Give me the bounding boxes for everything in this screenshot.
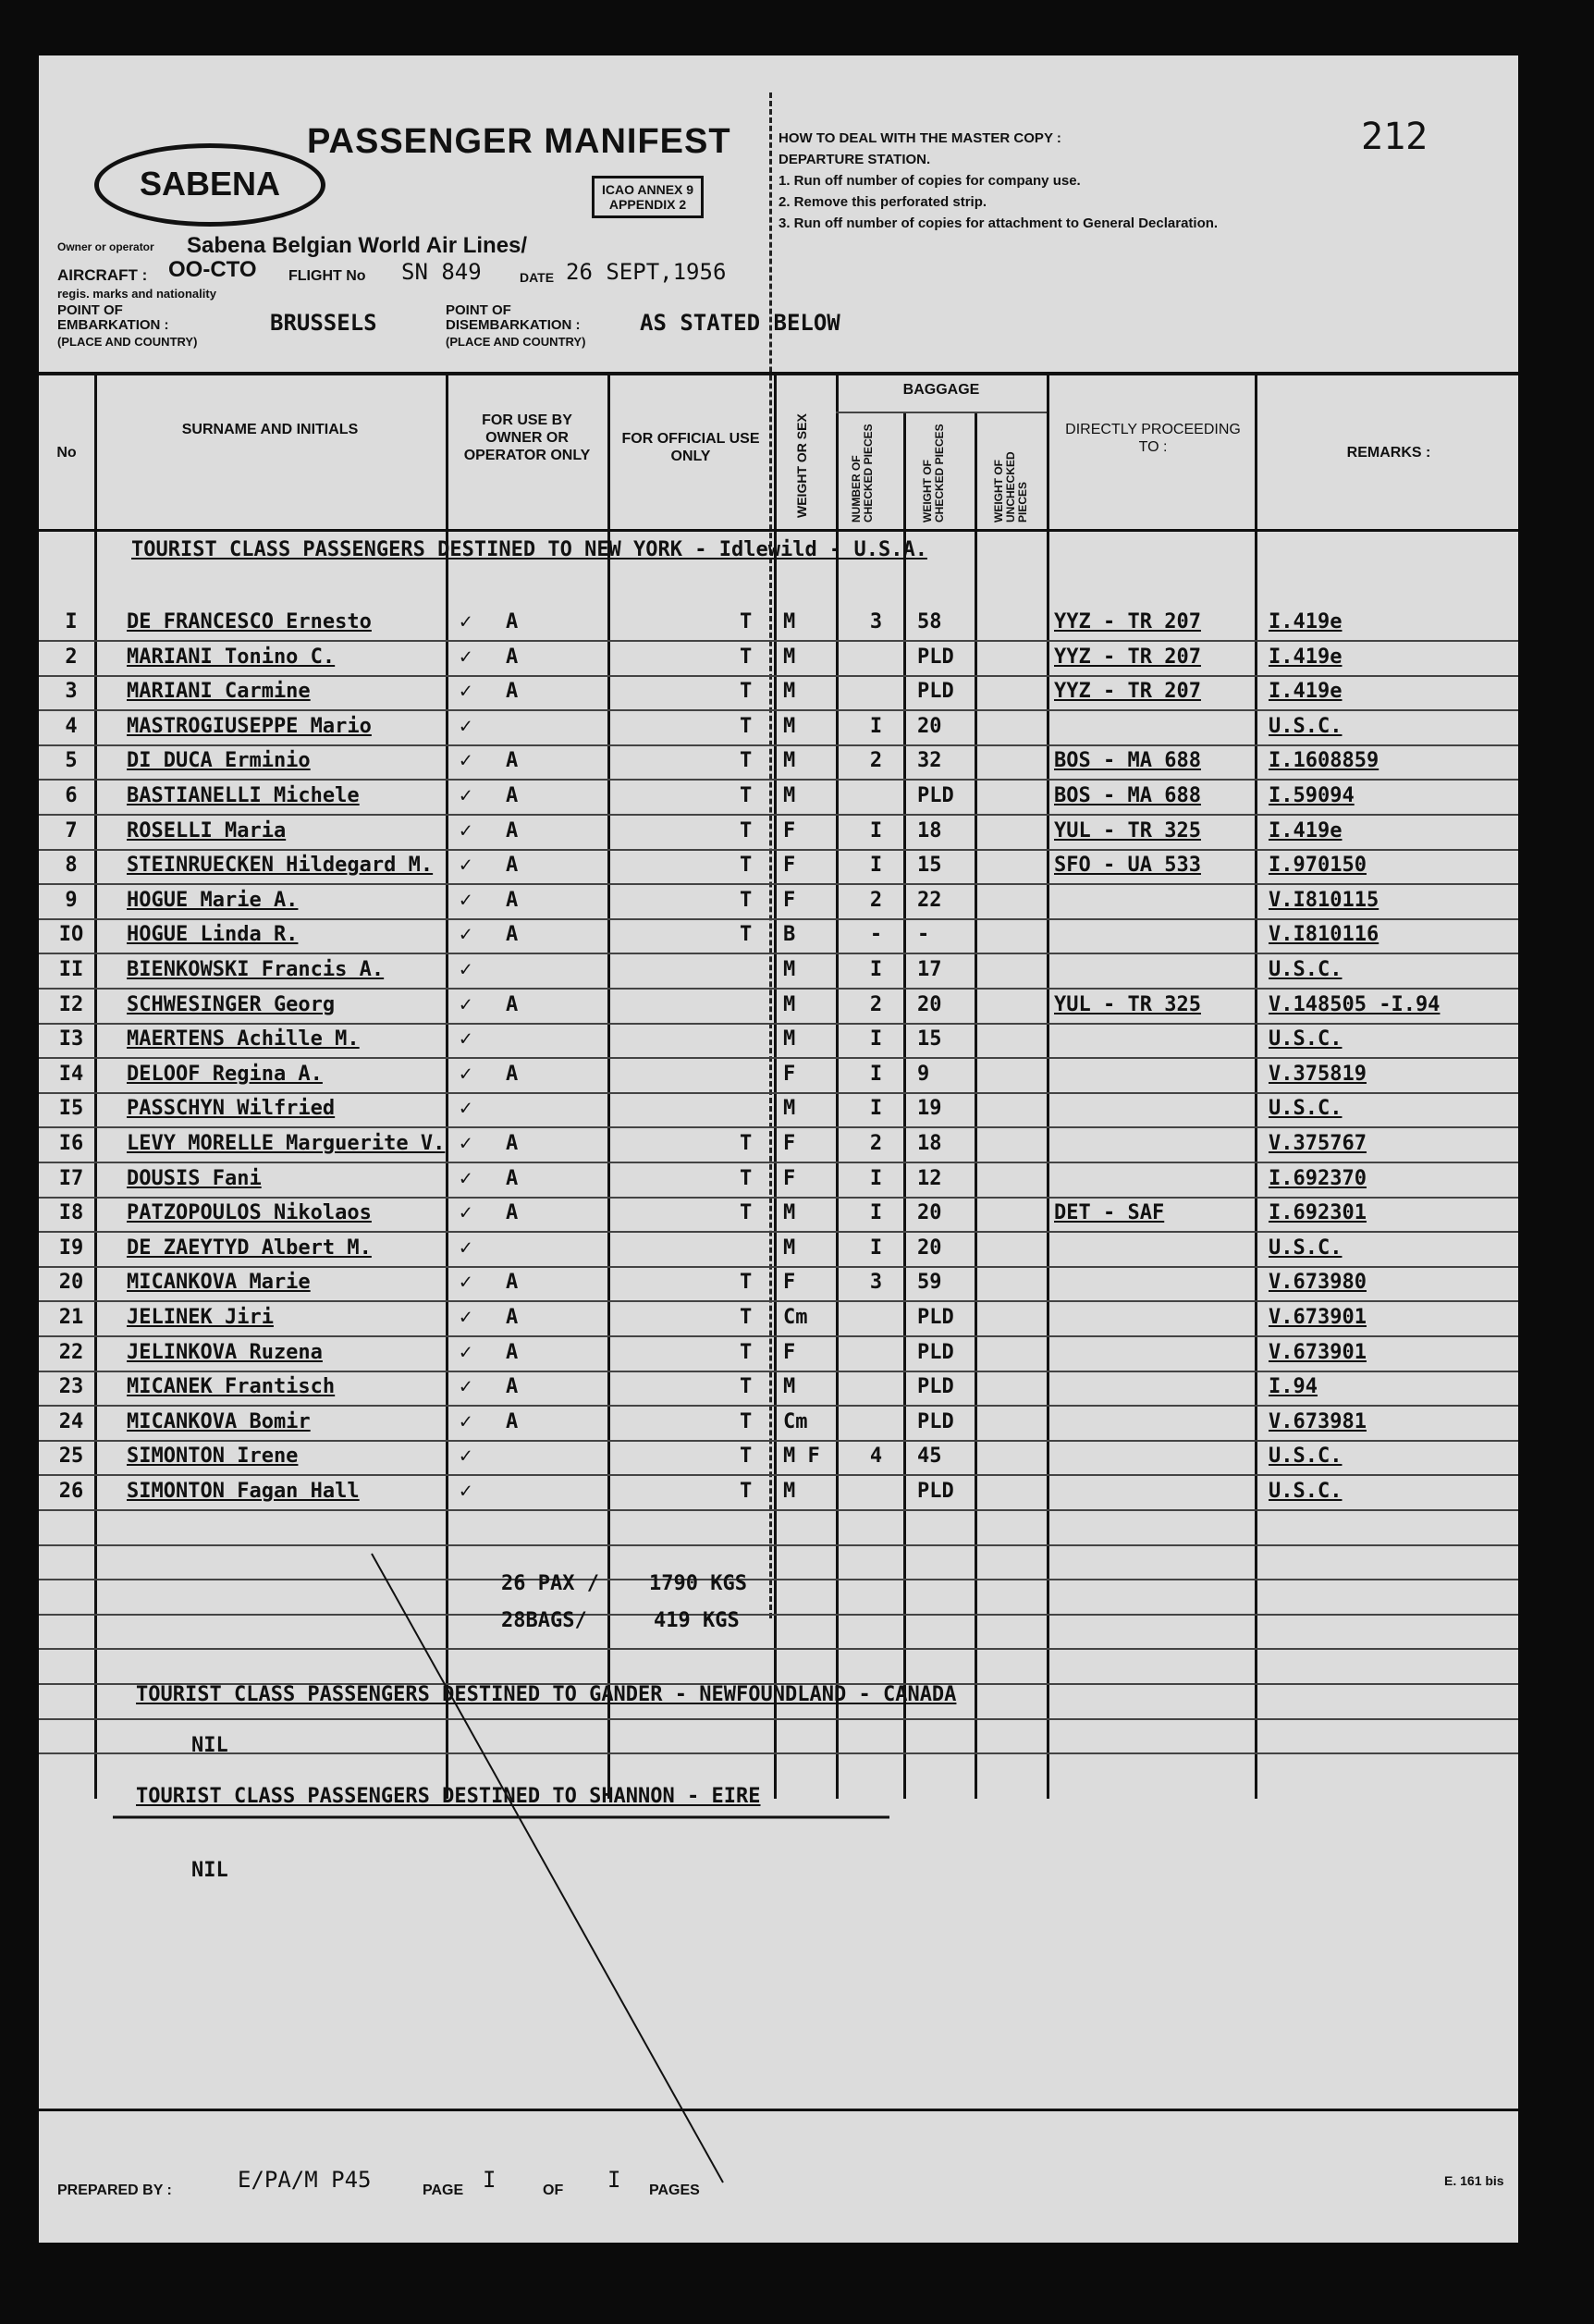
- instruction-line: 3. Run off number of copies for attachment to General Declaration.: [779, 215, 1219, 231]
- instruction-line: DEPARTURE STATION.: [779, 152, 931, 167]
- section-shannon: TOURIST CLASS PASSENGERS DESTINED TO SHANNON - EIRE: [136, 1785, 761, 1808]
- check-mark-icon: ✓: [460, 1166, 472, 1190]
- row-number: 2: [65, 645, 78, 669]
- check-mark-icon: ✓: [460, 714, 472, 738]
- checked-pieces: I: [869, 1201, 883, 1225]
- remarks: U.S.C.: [1269, 1097, 1343, 1121]
- remarks: V.673901: [1269, 1306, 1367, 1329]
- checked-weight: 58: [917, 610, 942, 633]
- checked-weight: PLD: [917, 680, 954, 704]
- official-mark: T: [740, 680, 753, 704]
- check-mark-icon: ✓: [460, 1201, 472, 1225]
- checked-weight: 45: [917, 1445, 942, 1469]
- owner-mark: A: [506, 749, 519, 773]
- of-label: OF: [543, 2183, 564, 2198]
- check-mark-icon: ✓: [460, 1409, 472, 1433]
- official-mark: T: [740, 1166, 753, 1190]
- row-number: I6: [58, 1132, 84, 1155]
- check-mark-icon: ✓: [460, 784, 472, 807]
- proceeding-to: YUL - TR 325: [1054, 818, 1201, 842]
- owner-mark: A: [506, 1271, 519, 1295]
- row-number: I2: [58, 992, 84, 1016]
- col-weight-sex: WEIGHT OR SEX: [794, 413, 809, 518]
- passenger-name: DE ZAEYTYD Albert M.: [127, 1236, 372, 1260]
- weight-sex: M: [783, 992, 796, 1016]
- remarks: I.419e: [1269, 645, 1343, 669]
- of-value: I: [607, 2167, 621, 2193]
- embark-label: POINT OF EMBARKATION :: [57, 302, 169, 333]
- check-mark-icon: ✓: [460, 1340, 472, 1364]
- official-mark: T: [740, 818, 753, 842]
- checked-weight: PLD: [917, 784, 954, 807]
- weight-sex: M: [783, 749, 796, 773]
- row-number: 4: [65, 714, 78, 738]
- weight-sex: B: [783, 923, 796, 947]
- checked-weight: 20: [917, 1201, 942, 1225]
- remarks: U.S.C.: [1269, 1027, 1343, 1051]
- weight-sex: F: [783, 818, 796, 842]
- checked-pieces: I: [869, 854, 883, 878]
- remarks: I.94: [1269, 1375, 1318, 1399]
- row-number: 5: [65, 749, 78, 773]
- check-mark-icon: ✓: [460, 1375, 472, 1399]
- col-wt-unchecked: WEIGHT OF UNCHECKED PIECES: [992, 451, 1029, 523]
- flight-label: FLIGHT No: [288, 268, 366, 284]
- passenger-name: SIMONTON Fagan Hall: [127, 1480, 360, 1503]
- row-number: 24: [58, 1409, 84, 1433]
- page-value: I: [483, 2167, 497, 2193]
- nil-gander: NIL: [191, 1734, 228, 1757]
- row-number: II: [58, 958, 84, 981]
- instruction-line: 2. Remove this perforated strip.: [779, 194, 987, 210]
- official-mark: T: [740, 1445, 753, 1469]
- weight-sex: Cm: [783, 1409, 808, 1433]
- checked-pieces: I: [869, 1062, 883, 1086]
- proceeding-to: SFO - UA 533: [1054, 854, 1201, 878]
- logo-text: SABENA: [139, 165, 280, 203]
- total-bags-kgs: 419 KGS: [654, 1609, 740, 1632]
- proceeding-to: BOS - MA 688: [1054, 784, 1201, 807]
- official-mark: T: [740, 1306, 753, 1329]
- owner-mark: A: [506, 784, 519, 807]
- passenger-name: PASSCHYN Wilfried: [127, 1097, 336, 1121]
- passenger-name: MICANKOVA Marie: [127, 1271, 311, 1295]
- flight-value: SN 849: [401, 259, 482, 285]
- date-label: DATE: [520, 270, 555, 285]
- weight-sex: M F: [783, 1445, 820, 1469]
- passenger-name: DE FRANCESCO Ernesto: [127, 610, 372, 633]
- total-pax: 26 PAX /: [501, 1572, 599, 1595]
- official-mark: T: [740, 888, 753, 912]
- checked-pieces: 2: [869, 992, 883, 1016]
- owner-label: Owner or operator: [57, 240, 154, 253]
- weight-sex: F: [783, 1132, 796, 1155]
- check-mark-icon: ✓: [460, 680, 472, 704]
- remarks: U.S.C.: [1269, 714, 1343, 738]
- checked-weight: PLD: [917, 1375, 954, 1399]
- checked-weight: 20: [917, 992, 942, 1016]
- aircraft-label: AIRCRAFT :: [57, 266, 148, 284]
- remarks: I.1608859: [1269, 749, 1379, 773]
- aircraft-sub: regis. marks and nationality: [57, 287, 216, 301]
- weight-sex: M: [783, 680, 796, 704]
- embark-value: BRUSSELS: [270, 310, 377, 336]
- col-official: FOR OFFICIAL USE ONLY: [621, 431, 760, 464]
- row-number: 26: [58, 1480, 84, 1503]
- remarks: U.S.C.: [1269, 958, 1343, 981]
- weight-sex: M: [783, 958, 796, 981]
- row-number: 22: [58, 1340, 84, 1364]
- checked-weight: 22: [917, 888, 942, 912]
- owner-mark: A: [506, 1201, 519, 1225]
- owner-mark: A: [506, 1409, 519, 1433]
- checked-weight: 15: [917, 854, 942, 878]
- remarks: I.970150: [1269, 854, 1367, 878]
- remarks: I.692370: [1269, 1166, 1367, 1190]
- row-number: 21: [58, 1306, 84, 1329]
- passenger-name: HOGUE Linda R.: [127, 923, 299, 947]
- proceeding-to: YYZ - TR 207: [1054, 610, 1201, 633]
- prepared-label: PREPARED BY :: [57, 2183, 172, 2198]
- remarks: U.S.C.: [1269, 1480, 1343, 1503]
- weight-sex: M: [783, 1027, 796, 1051]
- passenger-name: JELINEK Jiri: [127, 1306, 274, 1329]
- checked-pieces: I: [869, 1236, 883, 1260]
- checked-pieces: 3: [869, 610, 883, 633]
- row-number: I3: [58, 1027, 84, 1051]
- checked-weight: 32: [917, 749, 942, 773]
- col-no: No: [56, 445, 77, 461]
- passenger-name: ROSELLI Maria: [127, 818, 287, 842]
- manifest-sheet: [39, 55, 1518, 2243]
- check-mark-icon: ✓: [460, 645, 472, 669]
- proceeding-to: BOS - MA 688: [1054, 749, 1201, 773]
- col-wt-checked: WEIGHT OF CHECKED PIECES: [921, 424, 946, 523]
- check-mark-icon: ✓: [460, 1062, 472, 1086]
- passenger-name: JELINKOVA Ruzena: [127, 1340, 323, 1364]
- nil-shannon: NIL: [191, 1859, 228, 1882]
- row-number: I4: [58, 1062, 84, 1086]
- checked-pieces: I: [869, 818, 883, 842]
- owner-value: Sabena Belgian World Air Lines/: [187, 233, 528, 258]
- row-number: 25: [58, 1445, 84, 1469]
- checked-pieces: 4: [869, 1445, 883, 1469]
- official-mark: T: [740, 1201, 753, 1225]
- row-number: 8: [65, 854, 78, 878]
- page-title: PASSENGER MANIFEST: [307, 122, 731, 161]
- checked-weight: 18: [917, 1132, 942, 1155]
- remarks: V.I810116: [1269, 923, 1379, 947]
- checked-pieces: 2: [869, 749, 883, 773]
- passenger-name: MICANEK Frantisch: [127, 1375, 336, 1399]
- owner-mark: A: [506, 888, 519, 912]
- check-mark-icon: ✓: [460, 888, 472, 912]
- checked-weight: 12: [917, 1166, 942, 1190]
- checked-weight: 20: [917, 1236, 942, 1260]
- remarks: U.S.C.: [1269, 1236, 1343, 1260]
- col-num-checked: NUMBER OF CHECKED PIECES: [850, 424, 875, 523]
- check-mark-icon: ✓: [460, 1236, 472, 1260]
- remarks: V.375767: [1269, 1132, 1367, 1155]
- total-pax-kgs: 1790 KGS: [649, 1572, 747, 1595]
- diagonal-strike-line: [39, 55, 1518, 2243]
- instruction-line: 1. Run off number of copies for company use.: [779, 173, 1081, 189]
- proceeding-to: DET - SAF: [1054, 1201, 1165, 1225]
- passenger-name: MARIANI Carmine: [127, 680, 311, 704]
- check-mark-icon: ✓: [460, 1271, 472, 1295]
- page-label: PAGE: [423, 2183, 464, 2198]
- embark-sub: (PLACE AND COUNTRY): [57, 335, 198, 349]
- row-number: I8: [58, 1201, 84, 1225]
- total-bags: 28BAGS/: [501, 1609, 587, 1632]
- checked-weight: 59: [917, 1271, 942, 1295]
- weight-sex: M: [783, 1097, 796, 1121]
- checked-weight: 9: [917, 1062, 930, 1086]
- checked-weight: PLD: [917, 645, 954, 669]
- proceeding-to: YYZ - TR 207: [1054, 680, 1201, 704]
- section-gander: TOURIST CLASS PASSENGERS DESTINED TO GANDER - NEWFOUNDLAND - CANADA: [136, 1683, 957, 1706]
- checked-pieces: I: [869, 1166, 883, 1190]
- icao-annex: ICAO ANNEX 9: [602, 182, 694, 197]
- disembark-value: AS STATED BELOW: [640, 310, 840, 336]
- row-number: 9: [65, 888, 78, 912]
- weight-sex: Cm: [783, 1306, 808, 1329]
- passenger-name: MARIANI Tonino C.: [127, 645, 336, 669]
- remarks: V.673981: [1269, 1409, 1367, 1433]
- checked-pieces: -: [869, 923, 883, 947]
- checked-weight: 15: [917, 1027, 942, 1051]
- col-surname: SURNAME AND INITIALS: [181, 422, 359, 437]
- checked-weight: PLD: [917, 1340, 954, 1364]
- row-number: 7: [65, 818, 78, 842]
- passenger-name: LEVY MORELLE Marguerite V.: [127, 1132, 446, 1155]
- remarks: I.419e: [1269, 610, 1343, 633]
- weight-sex: F: [783, 1340, 796, 1364]
- checked-weight: 18: [917, 818, 942, 842]
- passenger-name: STEINRUECKEN Hildegard M.: [127, 854, 434, 878]
- official-mark: T: [740, 714, 753, 738]
- passenger-name: HOGUE Marie A.: [127, 888, 299, 912]
- weight-sex: F: [783, 1166, 796, 1190]
- passenger-name: DELOOF Regina A.: [127, 1062, 323, 1086]
- weight-sex: F: [783, 1271, 796, 1295]
- remarks: V.I810115: [1269, 888, 1379, 912]
- check-mark-icon: ✓: [460, 854, 472, 878]
- check-mark-icon: ✓: [460, 610, 472, 633]
- checked-pieces: 2: [869, 1132, 883, 1155]
- page-number: 212: [1361, 116, 1428, 158]
- checked-pieces: I: [869, 714, 883, 738]
- remarks: V.673901: [1269, 1340, 1367, 1364]
- col-proceeding: DIRECTLY PROCEEDING TO :: [1065, 422, 1241, 455]
- checked-pieces: I: [869, 1097, 883, 1121]
- official-mark: T: [740, 854, 753, 878]
- official-mark: T: [740, 784, 753, 807]
- proceeding-to: YYZ - TR 207: [1054, 645, 1201, 669]
- checked-weight: -: [917, 923, 930, 947]
- checked-weight: 20: [917, 714, 942, 738]
- checked-pieces: I: [869, 958, 883, 981]
- passenger-name: PATZOPOULOS Nikolaos: [127, 1201, 372, 1225]
- official-mark: T: [740, 749, 753, 773]
- owner-mark: A: [506, 992, 519, 1016]
- remarks: I.59094: [1269, 784, 1355, 807]
- form-code: E. 161 bis: [1444, 2173, 1504, 2188]
- col-baggage: BAGGAGE: [902, 382, 980, 398]
- aircraft-value: OO-CTO: [168, 257, 257, 282]
- passenger-name: SIMONTON Irene: [127, 1445, 299, 1469]
- weight-sex: F: [783, 854, 796, 878]
- check-mark-icon: ✓: [460, 749, 472, 773]
- section-new-york: TOURIST CLASS PASSENGERS DESTINED TO NEW YORK - Idlewild - U.S.A.: [131, 538, 927, 561]
- owner-mark: A: [506, 1340, 519, 1364]
- official-mark: T: [740, 1375, 753, 1399]
- weight-sex: F: [783, 1062, 796, 1086]
- remarks: I.419e: [1269, 680, 1343, 704]
- check-mark-icon: ✓: [460, 992, 472, 1016]
- check-mark-icon: ✓: [460, 818, 472, 842]
- owner-mark: A: [506, 818, 519, 842]
- checked-weight: 19: [917, 1097, 942, 1121]
- col-owner-use: FOR USE BY OWNER OR OPERATOR ONLY: [463, 412, 591, 463]
- weight-sex: M: [783, 1201, 796, 1225]
- official-mark: T: [740, 923, 753, 947]
- check-mark-icon: ✓: [460, 1132, 472, 1155]
- checked-weight: PLD: [917, 1306, 954, 1329]
- passenger-name: SCHWESINGER Georg: [127, 992, 336, 1016]
- check-mark-icon: ✓: [460, 1097, 472, 1121]
- check-mark-icon: ✓: [460, 1445, 472, 1469]
- owner-mark: A: [506, 1062, 519, 1086]
- checked-pieces: 3: [869, 1271, 883, 1295]
- footer-border: [39, 2109, 1518, 2111]
- row-number: IO: [58, 923, 84, 947]
- weight-sex: M: [783, 784, 796, 807]
- owner-mark: A: [506, 1166, 519, 1190]
- weight-sex: M: [783, 1236, 796, 1260]
- owner-mark: A: [506, 1306, 519, 1329]
- row-number: I: [65, 610, 78, 633]
- owner-mark: A: [506, 645, 519, 669]
- owner-mark: A: [506, 1132, 519, 1155]
- passenger-name: BIENKOWSKI Francis A.: [127, 958, 385, 981]
- official-mark: T: [740, 1132, 753, 1155]
- owner-mark: A: [506, 854, 519, 878]
- official-mark: T: [740, 1480, 753, 1503]
- remarks: U.S.C.: [1269, 1445, 1343, 1469]
- official-mark: T: [740, 1409, 753, 1433]
- checked-weight: 17: [917, 958, 942, 981]
- official-mark: T: [740, 1271, 753, 1295]
- official-mark: T: [740, 1340, 753, 1364]
- row-number: 3: [65, 680, 78, 704]
- remarks: V.375819: [1269, 1062, 1367, 1086]
- owner-mark: A: [506, 1375, 519, 1399]
- weight-sex: M: [783, 1480, 796, 1503]
- passenger-name: MASTROGIUSEPPE Mario: [127, 714, 372, 738]
- owner-mark: A: [506, 923, 519, 947]
- weight-sex: M: [783, 714, 796, 738]
- owner-mark: A: [506, 610, 519, 633]
- proceeding-to: YUL - TR 325: [1054, 992, 1201, 1016]
- row-number: 23: [58, 1375, 84, 1399]
- owner-mark: A: [506, 680, 519, 704]
- disembark-sub: (PLACE AND COUNTRY): [446, 335, 586, 349]
- icao-appendix: APPENDIX 2: [608, 197, 687, 212]
- weight-sex: M: [783, 1375, 796, 1399]
- instruction-line: HOW TO DEAL WITH THE MASTER COPY :: [779, 130, 1061, 146]
- row-number: I9: [58, 1236, 84, 1260]
- checked-pieces: I: [869, 1027, 883, 1051]
- official-mark: T: [740, 610, 753, 633]
- row-number: 6: [65, 784, 78, 807]
- prepared-value: E/PA/M P45: [238, 2167, 372, 2193]
- passenger-name: BASTIANELLI Michele: [127, 784, 360, 807]
- passenger-name: DI DUCA Erminio: [127, 749, 311, 773]
- passenger-name: MAERTENS Achille M.: [127, 1027, 360, 1051]
- check-mark-icon: ✓: [460, 1306, 472, 1329]
- checked-pieces: 2: [869, 888, 883, 912]
- weight-sex: F: [783, 888, 796, 912]
- date-value: 26 SEPT,1956: [566, 259, 727, 285]
- passenger-name: MICANKOVA Bomir: [127, 1409, 311, 1433]
- pages-label: PAGES: [649, 2183, 700, 2198]
- check-mark-icon: ✓: [460, 958, 472, 981]
- remarks: V.148505 -I.94: [1269, 992, 1441, 1016]
- disembark-label: POINT OF DISEMBARKATION :: [446, 302, 581, 333]
- row-number: I5: [58, 1097, 84, 1121]
- check-mark-icon: ✓: [460, 1027, 472, 1051]
- col-remarks: REMARKS :: [1346, 445, 1431, 461]
- check-mark-icon: ✓: [460, 1480, 472, 1503]
- checked-weight: PLD: [917, 1480, 954, 1503]
- check-mark-icon: ✓: [460, 923, 472, 947]
- passenger-name: DOUSIS Fani: [127, 1166, 262, 1190]
- remarks: V.673980: [1269, 1271, 1367, 1295]
- row-number: 20: [58, 1271, 84, 1295]
- checked-weight: PLD: [917, 1409, 954, 1433]
- row-number: I7: [58, 1166, 84, 1190]
- remarks: I.419e: [1269, 818, 1343, 842]
- remarks: I.692301: [1269, 1201, 1367, 1225]
- weight-sex: M: [783, 610, 796, 633]
- official-mark: T: [740, 645, 753, 669]
- weight-sex: M: [783, 645, 796, 669]
